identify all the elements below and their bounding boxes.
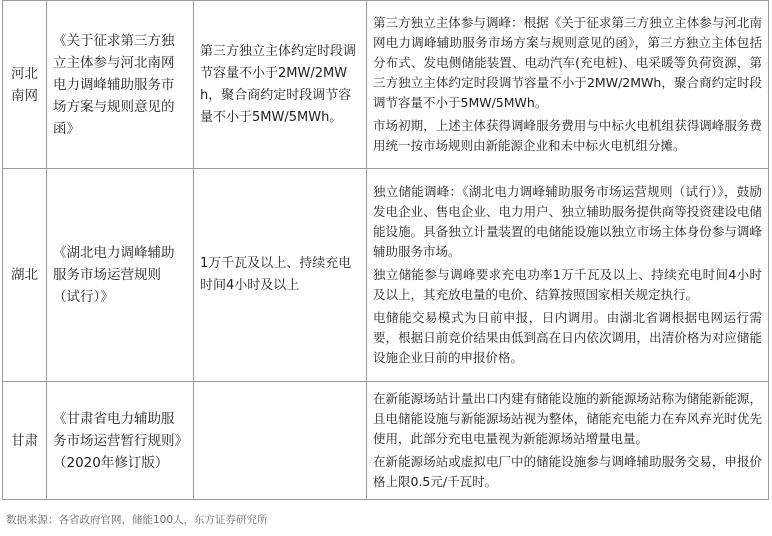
requirement-cell: 1万千瓦及以上、持续充电时间4小时及以上 — [194, 169, 367, 382]
rule-paragraph: 第三方独立主体参与调峰：根据《关于征求第三方独立主体参与河北南网电力调峰辅助服务市场方案与规则意见的函》，第三方独立主体包括分布式、发电侧储能装置、电动汽车(充电桩)、电采暖等负荷资源，第三方独立主体约定时段调节容量不小于2MW/2MWh，聚合商约定时段调节容量不小于5MW/5MWh。 — [373, 15, 762, 110]
rule-paragraph: 独立储能调峰：《湖北电力调峰辅助服务市场运营规则（试行）》，鼓励发电企业、售电企业、电力用户、独立辅助服务提供商等投资建设电储能设施。具备独立计量装置的电储能设施以独立市场主体身份参与调峰辅助服务市场。 — [373, 184, 762, 259]
table-row — [3, 169, 769, 382]
province-cell: 河北南网 — [3, 1, 47, 169]
province-cell: 甘肃 — [3, 382, 47, 500]
document-cell: 《关于征求第三方独立主体参与河北南网电力调峰辅助服务市场方案与规则意见的函》 — [47, 1, 194, 169]
policy-table — [2, 0, 769, 500]
rule-paragraph: 在新能源场站或虚拟电厂中的储能设施参与调峰辅助服务交易，申报价格上限0.5元/千瓦时。 — [373, 454, 762, 489]
rule-paragraph: 独立储能参与调峰要求充电功率1万千瓦及以上、持续充电时间4小时及以上，其充放电量的电价、结算按照国家相关规定执行。 — [373, 267, 762, 302]
requirement-cell — [194, 382, 367, 500]
rule-cell — [367, 382, 769, 500]
document-cell: 《湖北电力调峰辅助服务市场运营规则（试行）》 — [47, 169, 194, 382]
rule-paragraph: 市场初期，上述主体获得调峰服务费用与中标火电机组获得调峰服务费用统一按市场规则由新能源企业和未中标火电机组分摊。 — [373, 118, 762, 153]
rule-cell — [367, 1, 769, 169]
document-cell: 《甘肃省电力辅助服务市场运营暂行规则》（2020年修订版） — [47, 382, 194, 500]
table-row — [3, 382, 769, 500]
rule-paragraph: 在新能源场站计量出口内建有储能设施的新能源场站称为储能新能源，且电储能设施与新能源场站视为整体，储能充电能力在弃风弃光时优先使用，此部分充电电量视为新能源场站增量电量。 — [373, 391, 762, 446]
requirement-cell: 第三方独立主体约定时段调节容量不小于2MW/2MWh，聚合商约定时段调节容量不小于5MW/5MWh。 — [194, 1, 367, 169]
rule-paragraph: 电储能交易模式为日前申报，日内调用。由湖北省调根据电网运行需要，根据日前竞价结果由低到高在日内依次调用，出清价格为对应储能设施企业日前的申报价格。 — [373, 310, 762, 365]
province-cell: 湖北 — [3, 169, 47, 382]
table-row — [3, 1, 769, 169]
source-note: 数据来源：各省政府官网，储能100人，东方证券研究所 — [6, 514, 268, 526]
rule-cell — [367, 169, 769, 382]
